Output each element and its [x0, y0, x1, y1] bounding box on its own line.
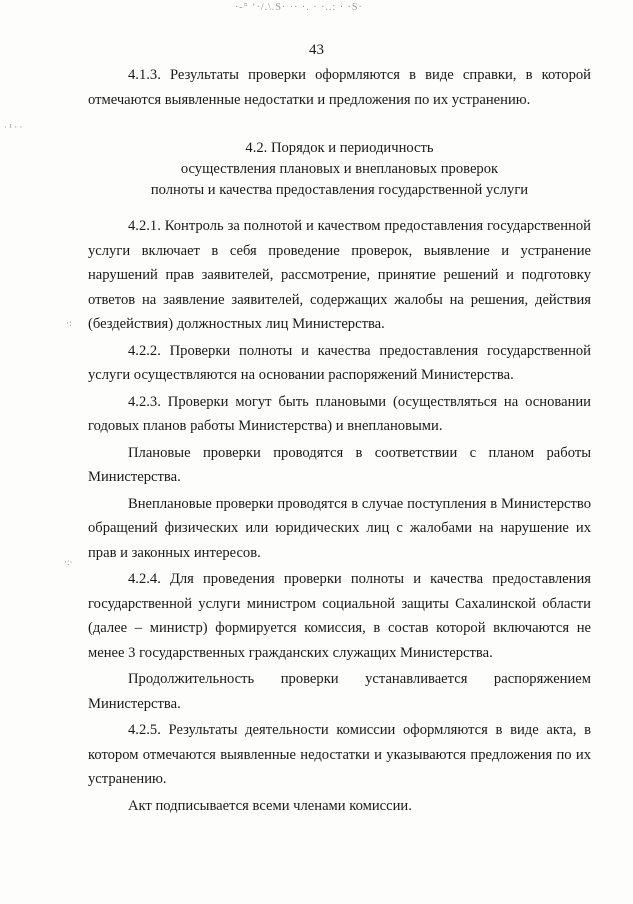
paragraph-unplanned-checks: Внеплановые проверки проводятся в случае поступления в Министерство обращений физических или юридических лиц с жалобами на нарушение их прав и законных интересов. [88, 495, 591, 561]
paragraph-4-2-4: 4.2.4. Для проведения проверки полноты и качества предоставления государственной услуги министром социальной защиты Сахалинской области (далее – министр) формируется комиссия, в состав которой включаются не менее 3 государственных гражданских служащих Министерства. [88, 571, 591, 661]
section-body [88, 214, 591, 818]
section-heading-line-2: осуществления плановых и внеплановых проверок [180, 161, 499, 177]
scan-mark-left: · ¹ · · [4, 122, 23, 132]
scan-artifact-header: ·-° ‘·/.\.S· ·· ·. · ·..: · ·S· [235, 2, 363, 13]
scan-mark-left-3: ·:· [64, 557, 73, 567]
paragraph-4-1-3: 4.1.3. Результаты проверки оформляются в виде справки, в которой отмечаются выявленные недостатки и предложения по их устранению. [88, 67, 591, 108]
paragraph-act-signed: Акт подписывается всеми членами комиссии. [128, 797, 412, 814]
paragraph-block-top [88, 63, 591, 112]
paragraph-4-2-1: 4.2.1. Контроль за полнотой и качеством предоставления государственной услуги включает в себя проведение проверок, выявление и устранение нарушений прав заявителей, рассмотрение, принятие решений и подготовку ответов на заявление заявителей, содержащих жалобы на решения, действия (бездействия) должностных лиц Министерства. [88, 218, 591, 332]
paragraph-4-2-5: 4.2.5. Результаты деятельности комиссии оформляются в виде акта, в котором отмечаются выявленные недостатки и указываются предложения по их устранению. [88, 722, 591, 787]
paragraph-planned-checks: Плановые проверки проводятся в соответствии с планом работы Министерства. [88, 444, 591, 485]
page-number: 43 [309, 42, 324, 58]
scan-mark-left-2: ·: [66, 318, 72, 328]
section-heading [88, 138, 591, 201]
paragraph-duration: Продолжительность проверки устанавливается распоряжением Министерства. [88, 671, 591, 712]
paragraph-4-2-2: 4.2.2. Проверки полноты и качества предоставления государственной услуги осуществляются на основании распоряжений Министерства. [88, 342, 591, 383]
paragraph-4-2-3: 4.2.3. Проверки могут быть плановыми (осуществляться на основании годовых планов работы Министерства) и внеплановыми. [88, 393, 591, 434]
section-heading-line-1: 4.2. Порядок и периодичность [245, 140, 434, 156]
section-heading-line-3: полноты и качества предоставления государственной услуги [150, 182, 529, 198]
